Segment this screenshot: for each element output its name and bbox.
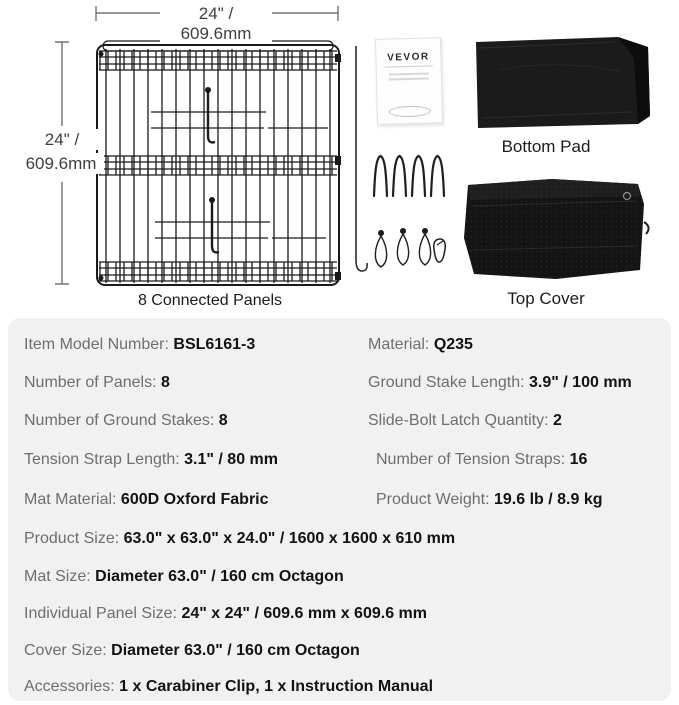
spec-label: Ground Stake Length: [368,374,525,391]
bottom-pad-caption: Bottom Pad [501,137,591,156]
spec-item [368,411,562,431]
spec-item [24,677,433,697]
spec-value: Diameter 63.0" / 160 cm Octagon [95,568,344,585]
spec-item [24,411,228,431]
spec-row-accessories [24,677,661,697]
spec-value: 1 x Carabiner Clip, 1 x Instruction Manual [119,678,434,695]
panel-stack-illustration [97,41,341,285]
spec-item [376,450,587,470]
manual-brand-text: VEVOR [386,51,430,64]
width-dimension-label-line2: 609.6mm [160,23,272,44]
specifications-panel [8,318,671,701]
spec-value: 8 [218,412,228,429]
spec-value: Diameter 63.0" / 160 cm Octagon [111,642,360,659]
spec-label: Slide-Bolt Latch Quantity: [368,412,549,429]
spec-item [24,567,344,587]
spec-item [24,335,255,355]
spec-value: 16 [569,451,588,468]
spec-value: BSL6161-3 [173,336,256,353]
slide-bolt-latch-icon [155,197,326,252]
spec-value: 600D Oxford Fabric [120,491,269,508]
spec-item [24,641,360,661]
manual-rule [385,65,433,67]
spec-item [376,490,603,510]
spec-item [24,529,455,549]
ground-rod-icon [356,46,367,271]
spec-item [24,604,427,624]
top-cover-image [464,179,649,279]
manual-oval-mark [389,105,431,117]
spec-row-stakes-latches [24,411,661,431]
instruction-manual-card [375,37,443,125]
spec-label: Number of Ground Stakes: [24,412,215,429]
spec-value: 24" x 24" / 609.6 mm x 609.6 mm [181,605,427,622]
connected-panels-caption: 8 Connected Panels [137,292,283,309]
ground-stakes-icon [374,156,444,196]
spec-value: Q235 [433,336,473,353]
spec-row-model-material [24,335,661,355]
illustration-area [0,0,679,312]
spec-value: 63.0" x 63.0" x 24.0" / 1600 x 1600 x 610 mm [123,530,456,547]
spec-row-mat-size [24,567,661,587]
spec-row-strap-length-count [24,450,661,470]
manual-text-line [389,72,429,75]
spec-item [368,335,473,355]
spec-label: Material: [368,336,430,353]
spec-row-cover-size [24,641,661,661]
spec-row-mat-weight [24,490,661,510]
manual-text-line [389,77,429,80]
spec-item [24,450,278,470]
width-dimension-label-line1: 24" / [160,3,272,24]
spec-value: 2 [553,412,562,429]
spec-label: Number of Panels: [24,374,157,391]
spec-label: Product Size: [24,530,120,547]
spec-row-product-size [24,529,661,549]
spec-label: Accessories: [24,678,115,695]
spec-value: 3.9" / 100 mm [529,374,632,391]
spec-label: Tension Strap Length: [24,451,180,468]
spec-value: 19.6 lb / 8.9 kg [494,491,603,508]
spec-label: Cover Size: [24,642,107,659]
height-dimension-label-line1: 24" / [24,129,100,150]
bottom-pad-image [476,37,650,128]
carabiner-icon [434,239,446,262]
spec-label: Item Model Number: [24,336,169,353]
top-cover-caption: Top Cover [507,289,585,308]
spec-value: 3.1" / 80 mm [184,451,278,468]
spec-label: Number of Tension Straps: [376,451,566,468]
tension-straps-icon [375,228,430,267]
spec-row-panel-size [24,604,661,624]
spec-row-panels-stake-length [24,373,661,393]
spec-label: Individual Panel Size: [24,605,177,622]
spec-label: Mat Material: [24,491,117,508]
spec-label: Mat Size: [24,568,91,585]
spec-item [24,490,269,510]
spec-value: 8 [160,374,170,391]
spec-label: Product Weight: [376,491,490,508]
spec-item [368,373,632,393]
height-dimension-label-line2: 609.6mm [18,153,104,174]
spec-item [24,373,170,393]
